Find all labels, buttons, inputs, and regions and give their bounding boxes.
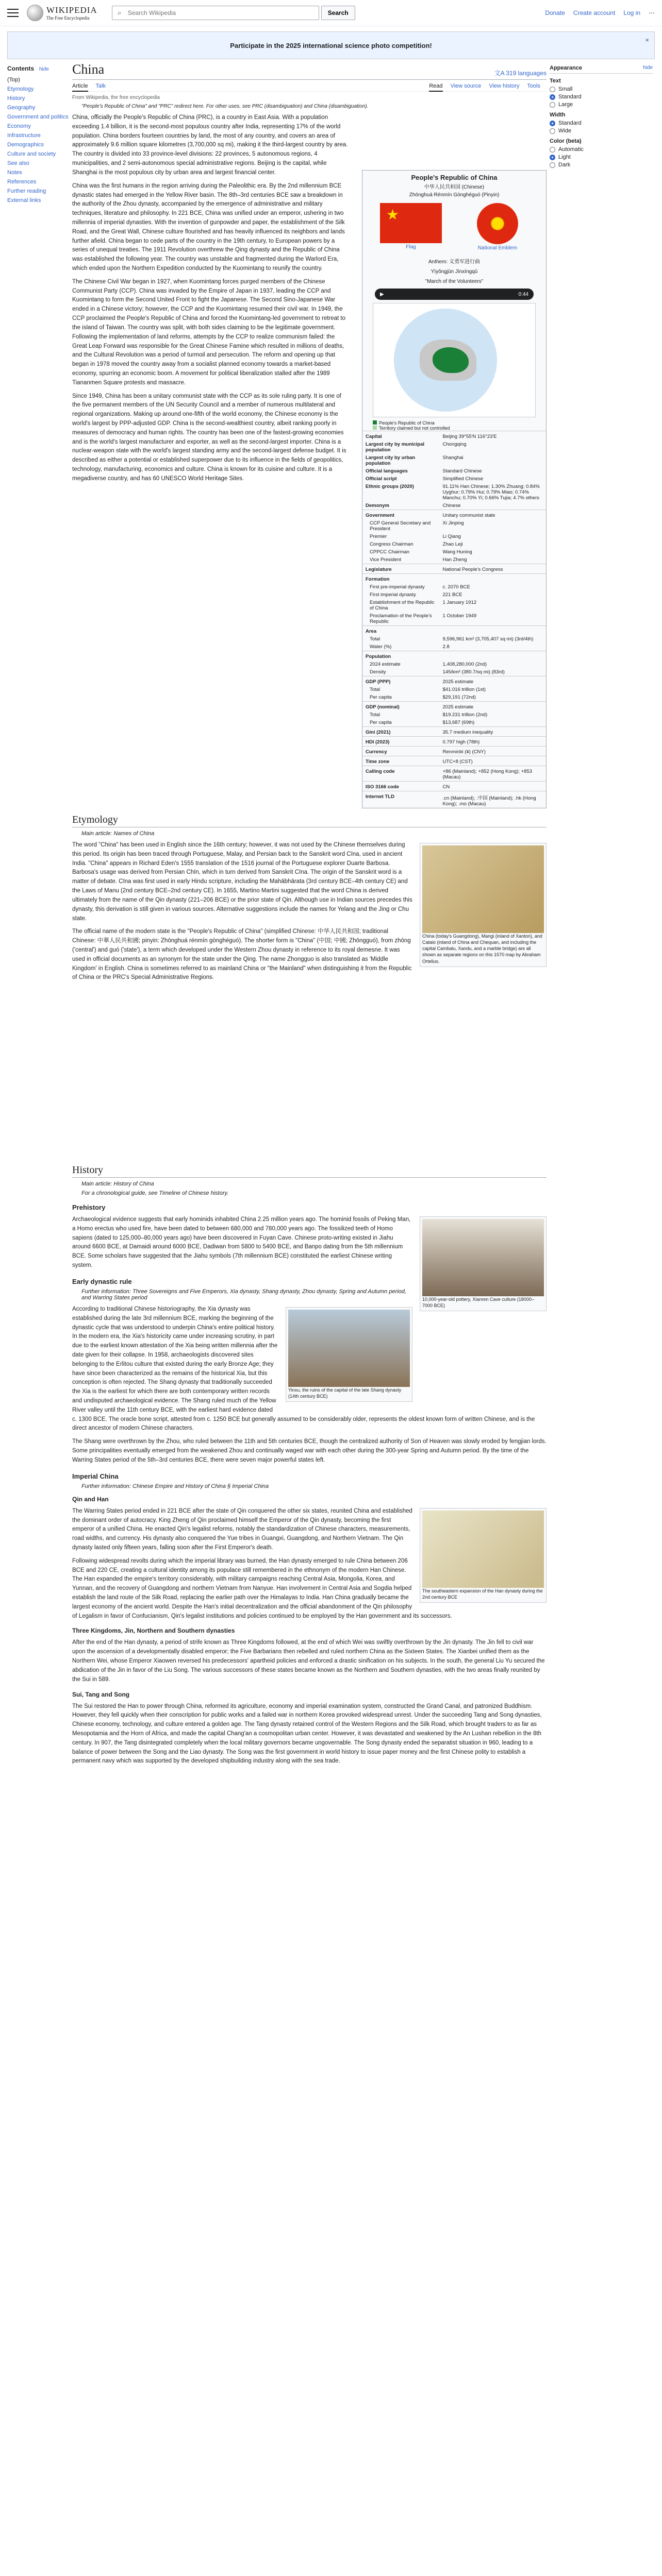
infobox-value: +86 (Mainland); +852 (Hong Kong); +853 (Macau): [440, 766, 546, 782]
radio-button[interactable]: [550, 94, 555, 100]
infobox-value: Shanghai: [442, 455, 464, 461]
section-heading-etymology: Etymology: [72, 814, 547, 827]
figure-ortelius-map: [420, 843, 547, 967]
infobox-row: [362, 651, 546, 661]
wikipedia-logo[interactable]: [27, 5, 97, 21]
infobox-key: Area: [362, 626, 440, 636]
map-caption: People's Republic of China: [379, 420, 435, 426]
appearance-option[interactable]: [550, 154, 653, 160]
create-account-link[interactable]: Create account: [573, 9, 616, 16]
legend-swatch: [373, 420, 377, 425]
user-menu-icon[interactable]: ⋯: [649, 9, 655, 16]
infobox-row: [362, 643, 546, 651]
infobox-key: Largest city by municipal population: [366, 442, 425, 453]
infobox-value: Standard Chinese: [442, 468, 482, 474]
infobox-key: Time zone: [362, 756, 440, 766]
infobox-value: Chinese: [442, 503, 461, 509]
figure-caption: The southeastern expansion of the Han dynasty during the 2nd century BCE: [422, 1588, 543, 1600]
radio-button[interactable]: [550, 102, 555, 108]
close-icon[interactable]: ×: [645, 36, 649, 44]
infobox-value: Han Zheng: [442, 557, 467, 563]
tab-view-source[interactable]: View source: [450, 83, 482, 89]
radio-button[interactable]: [550, 87, 555, 92]
infobox-row: [362, 626, 546, 636]
infobox-key: Ethnic groups (2020): [366, 484, 414, 489]
emblem-caption[interactable]: National Emblem: [477, 245, 518, 251]
infobox-row: [362, 454, 546, 467]
anthem-english: "March of the Volunteers": [425, 279, 484, 284]
width-label: Width: [550, 112, 566, 118]
yinxu-image[interactable]: [288, 1310, 410, 1387]
infobox-key: CCP General Secretary and President: [370, 520, 431, 532]
infobox-row: [362, 702, 546, 711]
pottery-image[interactable]: [422, 1219, 544, 1296]
figure-caption: Yinxu, the ruins of the capital of the late Shang dynasty (14th century BCE): [288, 1387, 402, 1399]
infobox-key: Density: [370, 669, 386, 675]
infobox-value: c. 2070 BCE: [442, 584, 470, 590]
toc-item[interactable]: Demographics: [7, 142, 44, 148]
infobox-key: Congress Chairman: [370, 541, 413, 547]
site-header: [0, 0, 662, 26]
infobox-row: [362, 693, 546, 702]
tab-talk[interactable]: Talk: [95, 83, 106, 89]
emblem-image[interactable]: [477, 203, 518, 244]
infobox-title: People's Republic of China: [411, 174, 498, 181]
toc-item[interactable]: Notes: [7, 170, 22, 176]
paragraph: The official name of the modern state is the "People's Republic of China" (simplified Chinese: 中华人民共和国; traditional Chinese: 中華人民共和國; pinyin: Zhōnghuá rénmín gònghéguó). The shorter form is "China" (中国; 中國; Zhōngguó), from zhōng ('central') and guó ('state'), a term which developed under the Western Zhou dynasty in reference to its royal demesne. It was used in official documents as an synonym for the state under the Qing. The name Zhongguo is also translated as 'Middle Kingdom' in English. China is sometimes referred to as mainland China or "the Mainland" when distinguishing it from the Republic of China or the PRC's Special Administrative Regions.: [72, 928, 412, 981]
anthem-pinyin: Yìyǒngjūn Jìnxíngqǔ: [431, 269, 478, 275]
infobox-key: 2024 estimate: [370, 662, 401, 667]
paragraph: The Sui restored the Han to power through China, reformed its agriculture, economy and imperial examination system, constructed the Grand Canal, and patronized Buddhism. However, they fell quickly when their conscription for public works and a failed war in northern Korea provoked widespread unrest. Under the succeeding Tang and Song dynasties, Chinese economy, technology, and culture entered a golden age. The Tang dynasty retained control of the Western Regions and the Silk Road, which brought traders to as far as Mesopotamia and the Horn of Africa, and made the capital Chang'an a cosmopolitan urban center. However, it was devastated and weakened by the An Lushan rebellion in the 8th century. In 907, the Tang disintegrated completely when the local military governors became ungovernable. The Song dynasty ended the separatist situation in 960, leading to a balance of power between the Song and the Liao dynasty. The Song was the first government in world history to issue paper money and the first Chinese polity to establish a permanent navy which was supported by the developed shipbuilding industry along with the sea trade.: [72, 1703, 542, 1765]
infobox-row: [362, 510, 546, 520]
infobox-key: GDP (PPP): [362, 676, 440, 686]
infobox-key: Government: [362, 510, 440, 520]
toc-hide-button[interactable]: hide: [39, 66, 49, 72]
infobox-key: Proclamation of the People's Republic: [370, 613, 432, 624]
infobox-value: $41.016 trillion (1st): [442, 687, 486, 692]
appearance-option[interactable]: [550, 162, 653, 168]
toc-item[interactable]: Etymology: [7, 86, 34, 92]
infobox-value: Chongqing: [442, 442, 467, 447]
paragraph: The Shang were overthrown by the Zhou, who ruled between the 11th and 5th centuries BCE, though the centralized authority of Son of Heaven was slowly eroded by fengjian lords. Some principalities eventually emerged from the weakened Zhou and continually waged war with each other during the 300-year Spring and Autumn period. By the time of the Warring States period of the 5th–3rd centuries BCE, there were seven major powerful states left.: [72, 1438, 547, 1463]
toc-item[interactable]: Government and politics: [7, 114, 69, 120]
tab-view-history[interactable]: View history: [489, 83, 520, 89]
infobox-row: [362, 766, 546, 782]
infobox-key: Vice President: [370, 557, 402, 563]
toc-item[interactable]: Further reading: [7, 188, 46, 194]
search-icon: ⌕: [118, 9, 122, 16]
infobox-row: [362, 756, 546, 766]
option-label: Automatic: [558, 146, 584, 152]
appearance-title: Appearance: [550, 65, 582, 71]
option-label: Standard: [558, 94, 582, 100]
puzzle-globe-icon: [27, 5, 43, 21]
option-label: Small: [558, 86, 573, 92]
infobox-key: Per capita: [370, 720, 392, 725]
option-label: Dark: [558, 162, 571, 168]
further-info-hatnote: Further information: Three Sovereigns and Five Emperors, Xia dynasty, Shang dynasty, Zhou dynasty, Spring and Autumn period, and Warring States period: [81, 1288, 406, 1301]
infobox-row: [362, 583, 546, 591]
infobox-key: Demonym: [366, 503, 389, 509]
infobox-key: Premier: [370, 534, 387, 539]
infobox-row: [362, 564, 546, 574]
infobox-key: Population: [362, 651, 440, 661]
infobox-row: [362, 574, 546, 584]
locator-map[interactable]: [373, 303, 536, 417]
paragraph: The word "China" has been used in English since the 16th century; however, it was not used by the Chinese themselves during this period. Its origin has been traced through Portuguese, Malay, and Persian back to the Sanskrit word Cīna, used in ancient India. "China" appears in Richard Eden's 1555 translation of the 1516 journal of the Portuguese explorer Duarte Barbosa. Barbosa's usage was derived from Persian Chīn, which in turn derived from Sanskrit Cīna. The origin of the Sanskrit word is a matter of debate. Cīna was first used in early Hindu scripture, including the Mahābhārata (3rd century BCE–4th century CE) and the Laws of Manu (2nd century BCE–2nd century CE). In 1655, Martino Martini suggested that the word China is derived ultimately from the name of the Qin dynasty (221–206 BCE) or the prior state of Qin. Although use in Indian sources precedes this dynasty, this derivation is still given in various sources. Alternative suggestions include the names for Yelang and the Jing or Chu state.: [72, 842, 412, 922]
infobox-row: [362, 440, 546, 454]
infobox-value: 145/km² (380.7/sq mi) (83rd): [442, 669, 505, 675]
infobox-value: 9,596,961 km² (3,705,407 sq mi) (3rd/4th): [442, 636, 534, 642]
tab-article[interactable]: Article: [72, 83, 88, 92]
infobox-value: 0.797 high (78th): [440, 737, 546, 747]
section-heading-history: History: [72, 1164, 547, 1178]
appearance-option[interactable]: [550, 128, 653, 134]
infobox-value: 221 BCE: [442, 592, 462, 598]
infobox-value: National People's Congress: [440, 564, 546, 574]
infobox-table: [362, 431, 546, 808]
subsection-heading-imperial: Imperial China: [72, 1472, 119, 1480]
search-box: [112, 6, 319, 20]
tagline: The Free Encyclopedia: [46, 15, 90, 21]
infobox-row: [362, 556, 546, 564]
infobox-row: [362, 502, 546, 510]
page-tabs: [72, 83, 547, 92]
infobox-row: [362, 431, 546, 441]
infobox-row: [362, 782, 546, 791]
infobox-row: [362, 719, 546, 727]
toc-item[interactable]: See also: [7, 160, 29, 166]
subsection-heading-early-dynastic: Early dynastic rule: [72, 1277, 132, 1285]
subsection-heading-sui-tang-song: Sui, Tang and Song: [72, 1690, 130, 1698]
infobox-row: [362, 483, 546, 502]
han-expansion-map[interactable]: [422, 1511, 544, 1588]
radio-button[interactable]: [550, 155, 555, 160]
infobox-key: Official script: [366, 476, 397, 482]
infobox-value: UTC+8 (CST): [440, 756, 546, 766]
infobox-key: Official languages: [366, 468, 408, 474]
infobox-key: Establishment of the Republic of China: [370, 600, 435, 611]
infobox-key: Total: [370, 712, 380, 718]
lead-section: [72, 113, 351, 484]
paragraph: The Warring States period ended in 221 BCE after the state of Qin conquered the other six states, reunited China and established the dominant order of autocracy. King Zheng of Qin proclaimed himself the Emperor of the Qin dynasty, becoming the first emperor of a unified China. He enacted Qin's legalist reforms, notably the standardization of Chinese characters, measurements, road widths, and currency. His dynasty also conquered the Yue tribes in Guangxi, Guangdong, and Northern Vietnam. The Qin dynasty lasted only fifteen years, falling soon after the First Emperor's death.: [72, 1507, 412, 1551]
toc-item[interactable]: Infrastructure: [7, 132, 41, 139]
paragraph: China, officially the People's Republic of China (PRC), is a country in East Asia. With a population exceeding 1.4 billion, it is the second-most populous country after India, representing 17% of the world population. China borders fourteen countries by land, the most of any country, and covers an area of approximately 9.6 million square kilometres (3,700,000 sq mi), making it the third-largest country by area. The country is divided into 33 province-level divisions: 22 provinces, 5 autonomous regions, 4 municipalities, and 2 semi-autonomous special administrative regions. Beijing is the capital, while Shanghai is the most populous city by urban area and largest financial center.: [72, 114, 348, 176]
infobox-value: .cn (Mainland); .中国 (Mainland); .hk (Hong Kong); .mo (Macau): [440, 791, 546, 808]
hatnote: "People's Republic of China" and "PRC" redirect here. For other uses, see PRC (disambiguation) and China (disambiguation).: [81, 104, 369, 109]
toc-item[interactable]: History: [7, 95, 25, 101]
infobox-row: [362, 711, 546, 719]
infobox-row: [362, 686, 546, 693]
appearance-hide-button[interactable]: hide: [643, 65, 653, 71]
appearance-option[interactable]: [550, 94, 653, 100]
anthem-label: Anthem: 义勇军进行曲: [428, 259, 481, 265]
further-info-hatnote: Further information: Chinese Empire and History of China § Imperial China: [81, 1483, 269, 1489]
tab-tools[interactable]: Tools: [527, 83, 540, 89]
infobox-value: $29,191 (72nd): [442, 694, 476, 700]
infobox-row: [362, 737, 546, 747]
infobox-key: Water (%): [370, 644, 392, 650]
infobox-row: [362, 548, 546, 556]
flag-image[interactable]: [380, 203, 442, 243]
radio-button[interactable]: [550, 162, 555, 168]
audio-player[interactable]: [375, 289, 534, 300]
infobox-key: GDP (nominal): [362, 702, 440, 711]
infobox-row: [362, 467, 546, 475]
infobox-value: Unitary communist state: [440, 510, 546, 520]
appearance-panel: [550, 65, 653, 170]
history-section: [72, 1154, 547, 1770]
audio-duration: 0:44: [518, 291, 528, 297]
subsection-heading-prehistory: Prehistory: [72, 1204, 106, 1211]
infobox-romanized-name: Zhōnghuá Rénmín Gònghéguó (Pinyin): [409, 192, 500, 198]
infobox-value: 1 January 1912: [442, 600, 477, 605]
infobox-key: Per capita: [370, 694, 392, 700]
infobox-row: [362, 660, 546, 668]
radio-button[interactable]: [550, 128, 555, 134]
page-title: China: [72, 62, 105, 77]
infobox-row: [362, 475, 546, 483]
infobox-value: 35.7 medium inequality: [440, 727, 546, 737]
infobox-key: Gini (2021): [362, 727, 440, 737]
article: [72, 62, 547, 1765]
toc-item[interactable]: External links: [7, 197, 41, 204]
appearance-option[interactable]: [550, 86, 653, 92]
infobox-key: First imperial dynasty: [370, 592, 416, 598]
paragraph: The Chinese Civil War began in 1927, when Kuomintang forces purged members of the Chinese Communist Party (CCP). China was invaded by the Empire of Japan in 1937, leading the CCP and Kuomintang to form the Second United Front to fight the Japanese. The Second Sino-Japanese War ended in a Chinese victory; however, the CCP and the Kuomintang resumed their civil war. In 1949, the CCP proclaimed the People's Republic of China and forced the Kuomintang-led government to retreat to the island of Taiwan. The country was split, with both sides claiming to be the legitimate government. Following the implementation of land reforms, attempts by the CCP to realize communism failed: the Great Leap Forward was responsible for the Great Chinese Famine which resulted in millions of deaths, and the Cultural Revolution was a period of turmoil and persecution. The reform and opening up that began in 1978 moved the country away from a socialist planned economy towards a market-based economy, spurring an economic boom. A movement for political liberalization stalled after the 1989 Tiananmen Square protests and massacre.: [72, 278, 346, 386]
login-link[interactable]: Log in: [623, 9, 640, 16]
infobox-row: [362, 676, 546, 686]
appearance-option[interactable]: [550, 120, 653, 126]
toc-item[interactable]: Culture and society: [7, 151, 56, 157]
infobox-key: Capital: [362, 431, 440, 441]
infobox-value: Wang Huning: [442, 549, 472, 555]
infobox-key: Calling code: [362, 766, 440, 782]
infobox-row: [362, 747, 546, 756]
infobox-key: Largest city by urban population: [366, 455, 416, 466]
infobox: [362, 170, 547, 808]
paragraph: Since 1949, China has been a unitary communist state with the CCP as its sole ruling party. It is one of the five permanent members of the UN Security Council and a member of numerous multilateral and regional organizations. Making up around one-fifth of the world economy, the Chinese economy is the world's largest by PPP-adjusted GDP. China is the second-wealthiest country, albeit ranking poorly in measures of democracy and human rights. The country has been one of the fastest-growing economies and is the world's largest manufacturer and exporter, as well as the second-largest importer. China is a nuclear-weapon state with the world's largest standing army and the second-largest defense budget. It is described as either a potential or established superpower due to its influence in the fields of geopolitics, technology, manufacturing, economics and culture. China is known for its cuisine and culture. It is a megadiverse country, and has 60 UNESCO World Heritage Sites.: [72, 393, 346, 482]
infobox-value: $13,687 (69th): [442, 720, 475, 725]
paragraph: Archaeological evidence suggests that early hominids inhabited China 2.25 million years ago. The hominid fossils of Peking Man, a Homo erectus who used fire, have been dated to between 680,000 and 780,000 years ago. The fossilized teeth of Homo sapiens (dated to 125,000–80,000 years ago) have been discovered in Fuyan Cave. Chinese proto-writing existed in Jiahu around 6600 BCE, at Damaidi around 6000 BCE, Dadiwan from 5800 to 5400 BCE, and Banpo dating from the 5th millennium BCE. Some scholars have suggested that the Jiahu symbols (7th millennium BCE) constituted the earliest Chinese writing system.: [72, 1216, 411, 1269]
infobox-value: [440, 626, 546, 636]
figure-pottery: [420, 1216, 547, 1311]
main-article-hatnote: Main article: Names of China: [81, 831, 155, 837]
paragraph: After the end of the Han dynasty, a period of strife known as Three Kingdoms followed, at the end of which Wei was swiftly overthrown by the Jin dynasty. The Jin fell to civil war upon the ascension of a developmentally disabled emperor; the Five Barbarians then rebelled and ruled northern China as the Sixteen States. The Xianbei unified them as the Northern Wei, whose Emperor Xiaowen reversed his predecessors' apartheid policies and enforced a drastic sinification on his subjects. In the south, the general Liu Yu secured the abdication of the Jin in favor of the Liu Song. The various successors of these states became known as the Northern and Southern dynasties, with the two areas finally reunited by the Sui in 589.: [72, 1639, 545, 1683]
appearance-option[interactable]: [550, 101, 653, 108]
legend-swatch: [373, 426, 377, 430]
toc-title: Contents hide: [7, 65, 49, 72]
infobox-key: Internet TLD: [362, 791, 440, 808]
figure-han-expansion: [420, 1508, 547, 1603]
infobox-value: Renminbi (¥) (CNY): [440, 747, 546, 756]
chronology-hatnote: For a chronological guide, see Timeline of Chinese history.: [81, 1190, 229, 1196]
flag-caption[interactable]: Flag: [406, 244, 416, 250]
infobox-value: 2025 estimate: [440, 702, 546, 711]
subsection-heading-three-kingdoms: Three Kingdoms, Jin, Northern and Southern dynasties: [72, 1627, 235, 1635]
radio-button[interactable]: [550, 147, 555, 152]
infobox-value: Xi Jinping: [442, 520, 464, 526]
toc-item[interactable]: Geography: [7, 105, 36, 111]
tab-read[interactable]: Read: [429, 83, 442, 92]
radio-button[interactable]: [550, 121, 555, 126]
infobox-value: Simplified Chinese: [442, 476, 484, 482]
text-size-label: Text: [550, 78, 561, 84]
infobox-row: [362, 519, 546, 533]
figure-yinxu: [286, 1307, 412, 1402]
infobox-row: [362, 533, 546, 540]
infobox-value: 2.8: [442, 644, 450, 650]
subsection-heading-qin-han: Qin and Han: [72, 1495, 109, 1503]
infobox-value: $19.231 trillion (2nd): [442, 712, 488, 718]
banner-text[interactable]: Participate in the 2025 international science photo competition!: [230, 41, 432, 49]
option-label: Large: [558, 101, 573, 108]
infobox-value: [440, 574, 546, 584]
infobox-row: [362, 612, 546, 626]
search-input[interactable]: [127, 9, 319, 17]
infobox-value: Li Qiang: [442, 534, 461, 539]
infobox-key: ISO 3166 code: [362, 782, 440, 791]
wordmark: WIKIPEDIA: [46, 5, 97, 15]
infobox-key: CPPCC Chairman: [370, 549, 410, 555]
infobox-value: Beijing 39°55′N 116°23′E: [440, 431, 546, 441]
map-legend-claimed: Territory claimed but not controlled: [379, 426, 450, 431]
infobox-value: [440, 651, 546, 661]
ortelius-map-image[interactable]: [422, 845, 544, 933]
donate-link[interactable]: Donate: [545, 9, 565, 16]
infobox-value: CN: [440, 782, 546, 791]
infobox-key: Total: [370, 687, 380, 692]
infobox-value: 91.11% Han Chinese; 1.30% Zhuang; 0.84% Uyghur; 0.79% Hui; 0.79% Miao; 0.74% Manchu; 0.70% Yi; 0.66% Tujia; 4.7% others: [442, 484, 540, 501]
option-label: Standard: [558, 120, 582, 126]
infobox-row: [362, 591, 546, 599]
infobox-key: Formation: [362, 574, 440, 584]
toc-item[interactable]: References: [7, 179, 37, 185]
toc-item[interactable]: Economy: [7, 123, 31, 129]
infobox-key: HDI (2023): [362, 737, 440, 747]
table-of-contents: [7, 65, 69, 205]
play-icon[interactable]: ▶: [380, 291, 384, 297]
language-selector[interactable]: 文A 319 languages: [494, 70, 547, 77]
paragraph: China was the first humans in the region arriving during the Paleolithic era. By the 2nd millennium BCE dynastic states had emerged in the Yellow River basin. The 8th–3rd centuries BCE saw a breakdown in the authority of the Zhou dynasty, accompanied by the emergence of administrative and military techniques, literature and philosophy. In 221 BCE, China was unified under an emperor, ushering in two millennia of imperial dynasties. With the invention of gunpowder and paper, the establishment of the Silk Road, and the Great Wall, Chinese culture flourished and has heavily influenced its neighbors and lands further afield. China began to cede parts of the country in the 19th century, to European powers by a series of unequal treaties. The 1911 Revolution overthrew the Qing dynasty and the Republic of China was established the following year. The country was unstable and fragmented during the Warlord Era, which ended upon the Northern Expedition conducted by the Kuomintang to reunify the country.: [72, 182, 345, 272]
site-sub: From Wikipedia, the free encyclopedia: [72, 95, 160, 100]
infobox-native-name: 中华人民共和国 (Chinese): [424, 184, 485, 190]
paragraph: According to traditional Chinese historiography, the Xia dynasty was established during the late 3rd millennium BCE, marking the beginning of the dynastic cycle that was understood to underpin China's entire political history. In the modern era, the Xia's historicity came under increasing scrutiny, in part due to the earliest known attestation of the Xia being written millennia after the date given for their collapse. In 1958, archaeologists discovered sites belonging to the Erlitou culture that existed during the early Bronze Age; they have since been characterized as the remains of the historical Xia, but this conception is often rejected. The Shang dynasty that traditionally succeeded the Xia is the earliest for which there are both contemporary written records and undisputed archaeological evidence. The Shang ruled much of the Yellow River valley until the 11th century BCE, with the earliest hard evidence dated c. 1300 BCE. The oracle bone script, attested from c. 1250 BCE but generally assumed to be considerably older, represents the oldest known form of written Chinese, and is the direct ancestor of modern Chinese characters.: [72, 1306, 535, 1432]
infobox-key: Total: [370, 636, 380, 642]
option-label: Light: [558, 154, 571, 160]
infobox-key: Legislature: [362, 564, 440, 574]
infobox-row: [362, 599, 546, 612]
toc-item[interactable]: (Top): [7, 77, 21, 83]
infobox-value: Zhao Leji: [442, 541, 463, 547]
infobox-value: 2025 estimate: [440, 676, 546, 686]
etymology-section: [72, 804, 547, 987]
search-button[interactable]: Search: [321, 6, 355, 20]
infobox-value: 1 October 1949: [442, 613, 477, 619]
color-label: Color (beta): [550, 138, 582, 144]
infobox-row: [362, 668, 546, 676]
infobox-row: [362, 727, 546, 737]
figure-caption: 10,000-year-old pottery, Xianren Cave culture (18000–7000 BCE): [422, 1297, 534, 1309]
infobox-key: Currency: [362, 747, 440, 756]
appearance-option[interactable]: [550, 146, 653, 152]
infobox-row: [362, 540, 546, 548]
campaign-banner: [7, 31, 655, 59]
infobox-row: [362, 635, 546, 643]
main-menu-icon[interactable]: [7, 9, 19, 17]
paragraph: Following widespread revolts during which the imperial library was burned, the Han dynasty emerged to rule China between 206 BCE and 220 CE, creating a cultural identity among its populace still remembered in the ethnonym of the modern Han Chinese. The Han expanded the empire's territory considerably, with military campaigns reaching Central Asia, Mongolia, Korea, and Yunnan, and the recovery of Guangdong and northern Vietnam from Nanyue. Han involvement in Central Asia and Sogdia helped establish the land route of the Silk Road, replacing the earlier path over the Himalayas to India. Han China gradually became the largest economy of the ancient world. Despite the Han's initial decentralization and the official abandonment of the Qin philosophy of Legalism in favor of Confucianism, Qin's legalist institutions and policies continued to be employed by the Han government and its successors.: [72, 1557, 452, 1619]
infobox-value: 1,408,280,000 (2nd): [442, 662, 487, 667]
figure-caption: China (today's Guangdong), Mangi (inland of Xanton), and Cataio (inland of China and Chequan, and including the capital Cambalu, Xandu, and a marble bridge) are all shown as separate regions on this 1570 map by Abraham Ortelius.: [422, 934, 542, 964]
infobox-key: First pre-imperial dynasty: [370, 584, 425, 590]
main-article-hatnote: Main article: History of China: [81, 1181, 154, 1187]
option-label: Wide: [558, 128, 572, 134]
